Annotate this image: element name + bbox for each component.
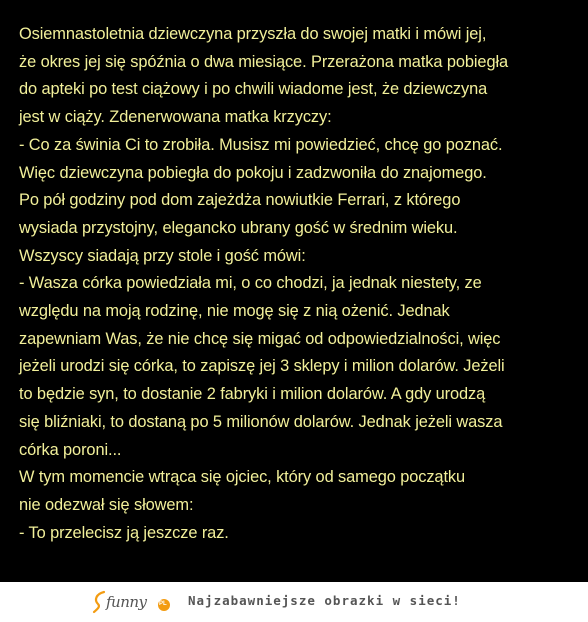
story-line: się bliźniaki, to dostaną po 5 milionów dolarów. Jednak jeżeli wasza (19, 412, 503, 431)
logo-dot (158, 599, 170, 611)
story-line: - Co za świnia Ci to zrobiła. Musisz mi powiedzieć, chcę go poznać. (19, 135, 503, 154)
funny-logo[interactable] (92, 590, 172, 616)
story-line: jest w ciąży. Zdenerwowana matka krzyczy: (19, 108, 332, 127)
story-line: jeżeli urodzi się córka, to zapiszę jej 3 sklepy i milion dolarów. Jeżeli (19, 357, 505, 376)
story-line: wysiada przystojny, elegancko ubrany gość w średnim wieku. (19, 218, 458, 237)
story-line: Osiemnastoletnia dziewczyna przyszła do swojej matki i mówi jej, (19, 25, 487, 43)
story-line: W tym momencie wtrąca się ojciec, który od samego początku (19, 468, 466, 487)
footer (0, 582, 588, 622)
logo-dot-text: PL (159, 601, 167, 607)
story-line: - Wasza córka powiedziała mi, o co chodzi, ja jednak niestety, ze (19, 274, 482, 293)
story-line: względu na moją rodzinę, nie mogę się z nią ożenić. Jednak (19, 302, 450, 321)
story-line: - To przelecisz ją jeszcze raz. (19, 523, 229, 542)
story-line: Wszyscy siadają przy stole i gość mówi: (19, 246, 306, 265)
story-line: że okres jej się spóźnia o dwa miesiące. Przerażona matka pobiegła (19, 52, 509, 71)
story-line: nie odezwał się słowem: (19, 495, 194, 514)
story-line: córka poroni... (19, 440, 122, 459)
story-line: zapewniam Was, że nie chcę się migać od odpowiedzialności, więc (19, 329, 501, 348)
story-line: Więc dziewczyna pobiegła do pokoju i zadzwoniła do znajomego. (19, 163, 487, 182)
footer-tagline: Najzabawniejsze obrazki w sieci! (188, 593, 461, 608)
story-line: to będzie syn, to dostanie 2 fabryki i milion dolarów. A gdy urodzą (19, 385, 486, 404)
story-line: Po pół godziny pod dom zajeżdża nowiutkie Ferrari, z którego (19, 191, 461, 210)
logo-text: funny (106, 593, 147, 611)
story-line: do apteki po test ciążowy i po chwili wiadome jest, że dziewczyna (19, 80, 488, 99)
